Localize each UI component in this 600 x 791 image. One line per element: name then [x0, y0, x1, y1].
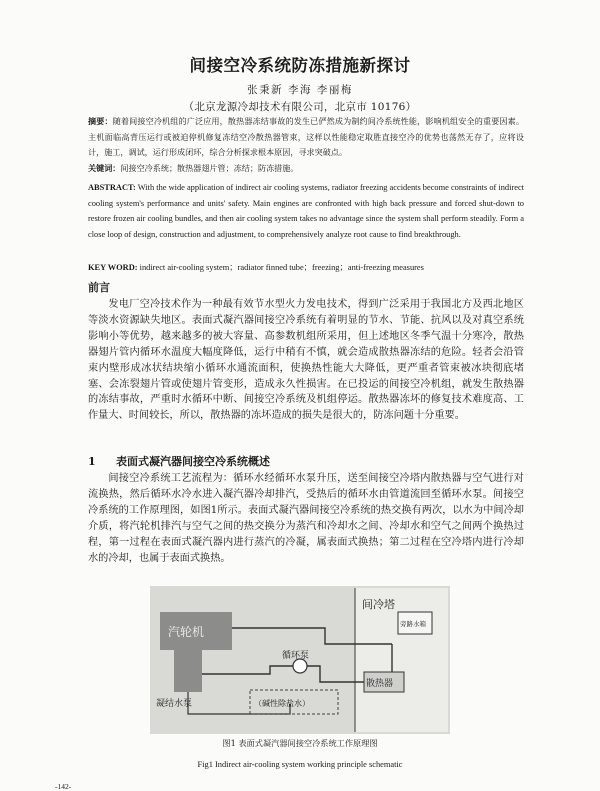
section1-heading: [88, 453, 270, 469]
circulation-pump-symbol: [293, 659, 307, 673]
label-pump: 循环泵: [282, 651, 310, 661]
intro-heading: 前言: [88, 281, 110, 294]
keywords-en: [88, 260, 524, 276]
abstract-en: [88, 180, 524, 242]
abstract-en-text: With the wide application of indirect air cooling systems, radiator freezing accidents become constraints of indirect cooling system's performance and units' safety. Main engines are confronted with high back pressure and forced shut-down to restore frozen air cooling bundles, and then air cooling system takes no advantage since the system shall perform steadily. Form a close loop of design, construction and adjustment, to comprehensively analyze root cause to find breakthrough.: [88, 183, 524, 239]
keywords-cn-text: 间接空冷系统；散热器翅片管；冻结；防冻措施。: [120, 163, 299, 173]
figure-caption-cn: 图1 表面式凝汽器间接空冷系统工作原理图: [222, 738, 378, 748]
paper-title: 间接空冷系统防冻措施新探讨: [189, 56, 411, 75]
paper-affiliation: （北京龙源冷却技术有限公司，北京市 10176）: [183, 101, 417, 113]
figure-1-schematic: [150, 586, 450, 734]
keywords-en-label: KEY WORD:: [88, 263, 138, 272]
page-number: -142-: [55, 782, 72, 791]
section1-number: 1: [88, 455, 96, 468]
intro-paragraph: 发电厂空冷技术作为一种最有效节水型火力发电技术，得到广泛采用于我国北方及西北地区等淡水资源缺失地区。表面式凝汽器间接空冷系统有着明显的节水、节能、抗风以及对真空系统影响小等优势，越来越多的被大容量、高参数机组所采用，但上述地区冬季气温十分寒冷，散热器翅片管内循环水温度大幅度降低，运行中稍有不慎，就会造成散热器冻结的危险。轻者会沿管束内壁形成冰状结块缩小循环水通流面积，使换热性能大大降低，更严重者管束被冰块彻底堵塞、会冻裂翅片管或使翅片管变形，造成永久性损害。在已投运的间接空冷机组，就发生散热器的冻结事故，严重时水循环中断、间接空冷系统及机组停运。散热器冻坏的修复技术难度高、工作量大、时间较长，所以，散热器的冻坏造成的损失是很大的，防冻问题十分重要。: [88, 299, 524, 422]
abstract-cn-text: 随着间接空冷机组的广泛应用，散热器冻结事故的发生已俨然成为制约间冷系统性能，影响机组安全的重要因素。主机面临高背压运行或被迫停机修复冻结空冷散热器管束，这样以性能稳定取胜直接空冷的优势也荡然无存了，应将设计，施工，调试，运行形成闭环，综合分析探求根本原因，寻求突破点。: [88, 116, 524, 157]
paper-authors: 张秉新 李海 李丽梅: [247, 84, 353, 96]
keywords-cn-label: 关键词：: [88, 163, 121, 173]
abstract-cn: [88, 114, 524, 161]
abstract-en-label: ABSTRACT:: [88, 183, 136, 192]
keywords-cn: [88, 161, 524, 177]
figure-caption-en: Fig1 Indirect air-cooling system working principle schematic: [197, 760, 403, 769]
section1-paragraph: 间接空冷系统工艺流程为：循环水经循环水泵升压，送至间接空冷塔内散热器与空气进行对流换热，然后循环水冷水进入凝汽器冷却排汽，受热后的循环水由管道流回至循环水泵。间接空冷系统的工作原理图，如图1所示。表面式凝汽器间接空冷系统的热交换有两次，以水为中间冷却介质，将汽轮机排汽与空气之间的热交换分为蒸汽和冷却水之间、冷却水和空气之间两个换热过程，第一过程在表面式凝汽器内进行蒸汽的冷凝，属表面式换热；第二过程在空冷塔内进行冷却水的冷却，也属于表面式换热。: [88, 473, 524, 564]
label-bypass-tank: 旁路水箱: [400, 620, 426, 628]
label-radiator: 散热器: [366, 679, 394, 689]
label-condensate-pump: 凝结水泵: [156, 699, 193, 709]
label-tower: 间冷塔: [362, 598, 395, 611]
keywords-en-text: indirect air-cooling system；radiator finned tube；freezing；anti-freezing measures: [137, 263, 424, 272]
condenser-block: [174, 650, 202, 692]
section1-title: 表面式凝汽器间接空冷系统概述: [116, 455, 270, 468]
label-turbine: 汽轮机: [168, 625, 205, 639]
label-softener: （碱性除盐水）: [254, 699, 310, 708]
abstract-cn-label: 摘要：: [88, 116, 113, 126]
